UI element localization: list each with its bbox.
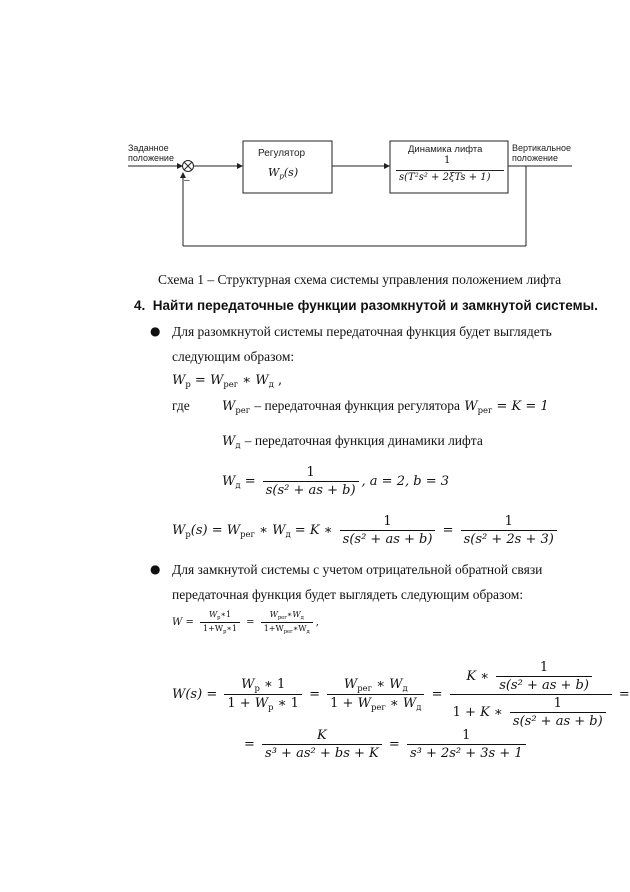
formula-w-full: W(s) = $\frac{W_р ∗ 1}{1 + W_р ∗ 1}$ = $\frac{W_{рег} ∗ W_д}{1 + W_{рег} ∗ W_д}$ = K ∗ $\frac{1}{\text{s(s² + as + b)}}$ 1 + K ∗ $\frac{1}{\text{s(s² + as + b)}}$ =	[172, 660, 630, 729]
dynamics-den: s(T²s² + 2ξTs + 1)	[399, 172, 491, 183]
formula-w-final: = $\frac{K}{\text{s³ + as² + bs + K}}$ = $\frac{1}{\text{s³ + 2s² + 3s + 1}}$	[244, 728, 529, 761]
open-loop-text-2: следующим образом:	[172, 349, 295, 364]
input-label-1: Заданное	[128, 143, 169, 153]
formula-w-small: W = $\frac{W_р∗1}{1+W_р∗1}$ = $\frac{W_{рег}∗W_д}{1+W_{рег}∗W_д}$ ,	[172, 610, 319, 635]
section-heading: 4. Найти передаточные функции разомкнутой и замкнутой системы.	[134, 298, 598, 313]
closed-loop-text-2: передаточная функция будет выглядеть следующим образом:	[172, 587, 524, 602]
input-label-2: положение	[128, 153, 174, 163]
formula-wp-s: $W_р(s) = W_{рег}$ ∗ $W_д = K$ ∗ $\frac{1}{\text{s(s² + as + b)}}$ = $\frac{1}{\text{s(s² + 2s + 3)}}$	[172, 514, 560, 547]
dynamics-num: 1	[444, 155, 451, 166]
formula-wp-open: $W_р = W_{рег}$ ∗ $W_д$ ,	[172, 373, 283, 389]
figure-caption: Схема 1 – Структурная схема системы управления положением лифта	[158, 272, 562, 287]
block-diagram	[0, 0, 619, 260]
formula-wreg-def: $W_{рег}$ – передаточная функция регулятора $W_{рег} = K = 1$	[222, 398, 549, 415]
where-label: где	[172, 398, 190, 413]
output-label-2: положение	[512, 153, 558, 163]
bullet-dot: ●	[150, 324, 161, 338]
regulator-title: Регулятор	[258, 148, 306, 159]
bullet-dot-2: ●	[150, 562, 161, 576]
formula-wd-value: $W_д$ = $\frac{1}{\text{s(s² + as + b)}}$ , a = 2, b = 3	[222, 465, 449, 498]
dynamics-title: Динамика лифта	[408, 144, 483, 155]
regulator-tf: $W_р(s)$	[268, 166, 299, 181]
formula-wd-def: $W_д$ – передаточная функция динамики лифта	[222, 433, 483, 450]
open-loop-text-1: Для разомкнутой системы передаточная функция будет выглядеть	[172, 324, 552, 339]
closed-loop-text-1: Для замкнутой системы с учетом отрицательной обратной связи	[172, 562, 543, 577]
output-label-1: Вертикальное	[512, 143, 572, 153]
minus-sign: –	[184, 175, 190, 186]
